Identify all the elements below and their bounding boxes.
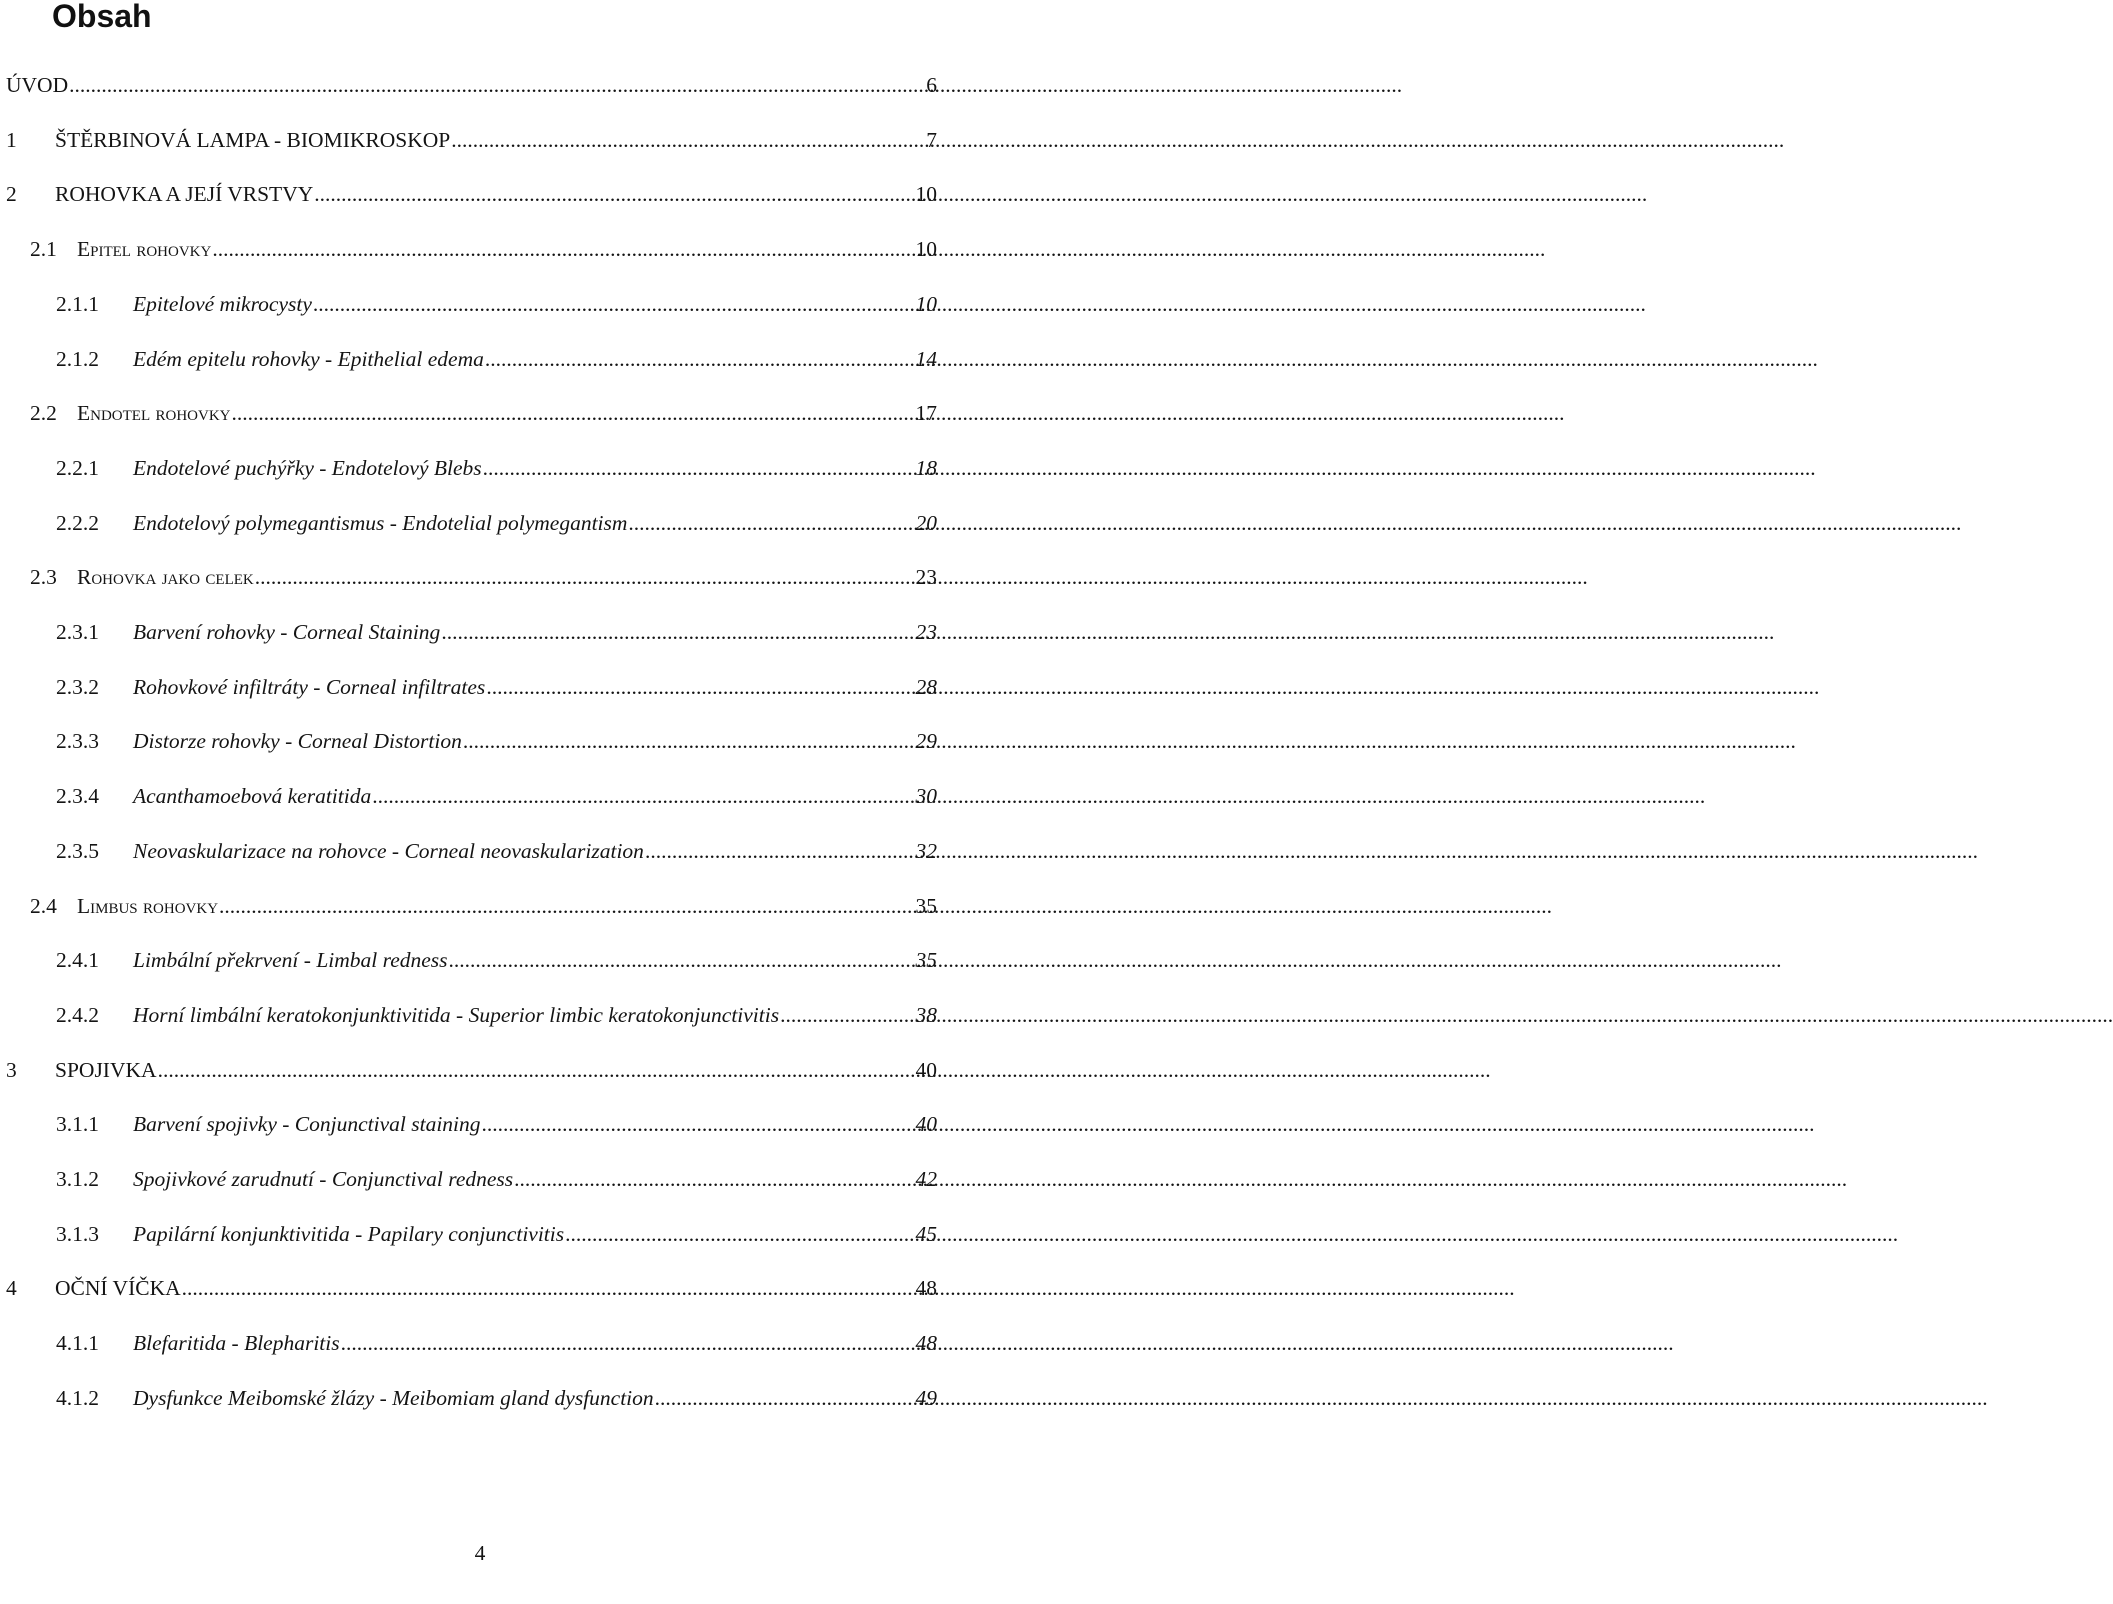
toc-entry-page: 49 — [915, 1385, 937, 1410]
toc-dot-leader — [232, 398, 915, 428]
toc-dot-leader — [182, 1273, 915, 1303]
toc-entry[interactable] — [6, 70, 937, 100]
toc-entry-title[interactable]: ÚVOD — [6, 73, 69, 97]
toc-entry-title[interactable]: Endotelové puchýřky - Endotelový Blebs — [133, 455, 482, 480]
toc-entry-page: 38 — [915, 1002, 937, 1027]
toc-entry-number: 3.1.1 — [56, 1112, 99, 1137]
toc-entry-number: 2.4.2 — [56, 1002, 99, 1027]
toc-entry[interactable] — [56, 1328, 937, 1358]
toc-entry-page: 18 — [915, 455, 937, 480]
toc-entry-page: 35 — [915, 948, 937, 973]
toc-dot-leader — [449, 945, 915, 975]
toc-entry[interactable] — [56, 726, 937, 756]
toc-entry-title[interactable]: Rohovka jako celek — [77, 565, 254, 590]
toc-entry-title[interactable]: ŠTĚRBINOVÁ LAMPA - BIOMIKROSKOP — [55, 127, 451, 152]
toc-entry-page: 10 — [915, 237, 937, 262]
toc-entry-number: 2.3 — [30, 565, 57, 590]
toc-dot-leader — [313, 289, 915, 319]
toc-entry-number: 2.4.1 — [56, 948, 99, 973]
toc-dot-leader — [441, 617, 914, 647]
toc-entry-number: 2.2.2 — [56, 510, 99, 535]
toc-entry-page: 28 — [915, 674, 937, 699]
toc-dot-leader — [451, 125, 925, 155]
toc-entry-page: 45 — [915, 1221, 937, 1246]
toc-entry-title[interactable]: Edém epitelu rohovky - Epithelial edema — [133, 346, 484, 371]
toc-dot-leader — [482, 1109, 915, 1139]
toc-dot-leader — [463, 726, 915, 756]
toc-entry-page: 35 — [915, 893, 937, 918]
toc-entry[interactable] — [30, 562, 937, 592]
toc-dot-leader — [219, 891, 914, 921]
toc-entry[interactable] — [56, 1109, 937, 1139]
toc-dot-leader — [212, 234, 914, 264]
toc-entry[interactable] — [56, 1383, 937, 1413]
table-of-contents — [0, 0, 960, 1604]
toc-entry-number: 4.1.2 — [56, 1385, 99, 1410]
toc-entry[interactable] — [56, 344, 937, 374]
toc-entry[interactable] — [56, 289, 937, 319]
toc-entry-number: 2.3.4 — [56, 784, 99, 809]
toc-dot-leader — [486, 672, 914, 702]
toc-entry[interactable] — [6, 179, 937, 209]
toc-entry-title[interactable]: Barvení spojivky - Conjunctival staining — [133, 1112, 481, 1137]
toc-dot-leader — [628, 508, 914, 538]
toc-entry[interactable] — [30, 234, 937, 264]
toc-entry-page: 40 — [915, 1112, 937, 1137]
toc-entry-title[interactable]: Acanthamoebová keratitida — [133, 784, 372, 809]
toc-entry-number: 2.1 — [30, 237, 57, 262]
toc-dot-leader — [255, 562, 915, 592]
toc-entry[interactable] — [30, 891, 937, 921]
toc-entry-title[interactable]: OČNÍ VÍČKA — [55, 1276, 181, 1301]
toc-entry[interactable] — [30, 398, 937, 428]
toc-entry-title[interactable]: Rohovkové infiltráty - Corneal infiltrates — [133, 674, 486, 699]
toc-entry-title[interactable]: Limbus rohovky — [77, 893, 219, 918]
toc-entry-title[interactable]: Papilární konjunktivitida - Papilary conjunctivitis — [133, 1221, 565, 1246]
toc-entry-number: 2.2 — [30, 401, 57, 426]
toc-entry[interactable] — [56, 453, 937, 483]
page-number: 4 — [474, 1541, 486, 1565]
toc-entry-title[interactable]: Distorze rohovky - Corneal Distortion — [133, 729, 462, 754]
toc-dot-leader — [372, 781, 914, 811]
toc-entry[interactable] — [56, 781, 937, 811]
toc-entry[interactable] — [56, 1000, 937, 1030]
toc-entry-title[interactable]: Endotelový polymegantismus - Endotelial polymegantism — [133, 510, 628, 535]
toc-entry-title[interactable]: Dysfunkce Meibomské žlázy - Meibomiam gland dysfunction — [133, 1385, 654, 1410]
toc-entry-title[interactable]: SPOJIVKA — [55, 1057, 157, 1082]
toc-entry-page: 40 — [915, 1057, 937, 1082]
toc-entry-number: 1 — [6, 127, 17, 152]
toc-entry-page: 23 — [915, 565, 937, 590]
toc-entry-page: 17 — [915, 401, 937, 426]
toc-entry[interactable] — [56, 672, 937, 702]
toc-entry-title[interactable]: Horní limbální keratokonjunktivitida - Superior limbic keratokonjunctivitis — [133, 1002, 780, 1027]
toc-entry-title[interactable]: Spojivkové zarudnutí - Conjunctival redness — [133, 1167, 514, 1191]
toc-dot-leader — [483, 453, 915, 483]
toc-entry-title[interactable]: Limbální překrvení - Limbal redness — [133, 948, 448, 973]
toc-dot-leader — [655, 1383, 915, 1413]
toc-entry-page: 48 — [915, 1276, 937, 1301]
toc-entry-number: 2 — [6, 182, 17, 207]
toc-entry-number: 3 — [6, 1057, 17, 1082]
toc-entry-number: 2.4 — [30, 893, 57, 918]
toc-entry-number: 2.1.1 — [56, 291, 99, 316]
toc-entry-title[interactable]: Epitelové mikrocysty — [133, 291, 312, 316]
toc-entry-page: 32 — [915, 838, 937, 863]
toc-entry-page: 30 — [915, 784, 937, 809]
toc-entry-page: 23 — [915, 620, 937, 644]
toc-entry[interactable] — [56, 617, 937, 647]
toc-dot-leader — [485, 344, 915, 374]
toc-entry-page: 6 — [926, 73, 937, 97]
toc-entry-title[interactable]: Barvení rohovky - Corneal Staining — [133, 620, 441, 644]
toc-entry-page: 10 — [915, 291, 937, 316]
toc-entry[interactable] — [56, 945, 937, 975]
toc-entry[interactable] — [56, 836, 937, 866]
toc-entry-title[interactable]: Epitel rohovky — [77, 237, 212, 262]
toc-entry-page: 20 — [915, 510, 937, 535]
toc-dot-leader — [69, 70, 925, 100]
toc-entry-number: 4 — [6, 1276, 17, 1301]
toc-entry-title[interactable]: ROHOVKA A JEJÍ VRSTVY — [55, 182, 314, 207]
toc-entry[interactable] — [6, 1055, 937, 1085]
toc-entry-number: 3.1.2 — [56, 1167, 99, 1191]
toc-dot-leader — [514, 1164, 914, 1194]
toc-entry[interactable] — [56, 508, 937, 538]
toc-entry-page: 29 — [915, 729, 937, 754]
toc-entry-number: 4.1.1 — [56, 1331, 99, 1356]
toc-entry-title[interactable]: Neovaskularizace na rohovce - Corneal neovaskularization — [133, 838, 644, 863]
page-heading: Obsah — [52, 0, 152, 34]
toc-dot-leader — [565, 1219, 914, 1249]
toc-dot-leader — [780, 1000, 914, 1030]
toc-entry-title[interactable]: Blefaritida - Blepharitis — [133, 1331, 340, 1356]
toc-dot-leader — [645, 836, 915, 866]
toc-entry-number: 2.3.2 — [56, 674, 99, 699]
toc-entry-number: 3.1.3 — [56, 1221, 99, 1246]
toc-entry-page: 14 — [915, 346, 937, 371]
toc-entry-page: 42 — [915, 1167, 937, 1191]
toc-dot-leader — [314, 179, 914, 209]
toc-entry-number: 2.1.2 — [56, 346, 99, 371]
toc-entry[interactable] — [6, 1273, 937, 1303]
toc-entry[interactable] — [56, 1219, 937, 1249]
toc-entry[interactable] — [56, 1164, 937, 1194]
toc-entry-page: 48 — [915, 1331, 937, 1356]
toc-entry-number: 2.3.1 — [56, 620, 99, 644]
toc-entry-number: 2.2.1 — [56, 455, 99, 480]
toc-entry-number: 2.3.3 — [56, 729, 99, 754]
toc-entry-page: 7 — [926, 127, 937, 152]
toc-entry-title[interactable]: Endotel rohovky — [77, 401, 231, 426]
toc-entry-page: 10 — [915, 182, 937, 207]
toc-dot-leader — [158, 1055, 915, 1085]
toc-entry[interactable] — [6, 125, 937, 155]
toc-dot-leader — [341, 1328, 915, 1358]
toc-entry-number: 2.3.5 — [56, 838, 99, 863]
